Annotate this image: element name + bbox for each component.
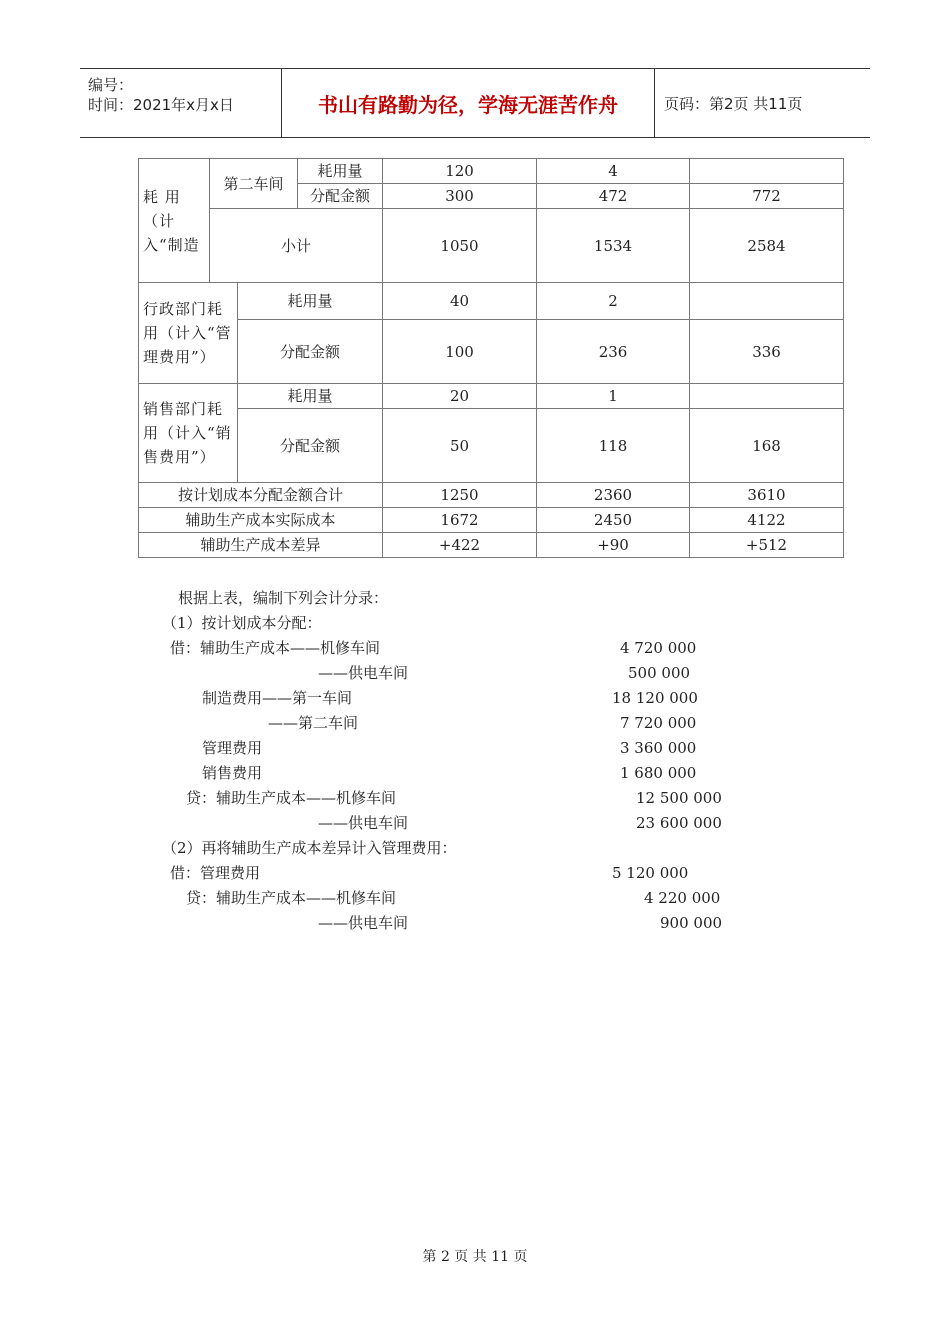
entry-line: 销售费用 xyxy=(202,764,263,782)
header-left xyxy=(88,75,234,115)
second-workshop-label: 第二车间 xyxy=(210,159,298,209)
table-row xyxy=(139,159,844,184)
usage-label: 耗用量 xyxy=(238,384,383,409)
table-cell: +512 xyxy=(690,533,844,558)
table-cell: 236 xyxy=(537,320,690,384)
table-cell: 1672 xyxy=(383,508,537,533)
table-row xyxy=(139,320,844,384)
alloc-label: 分配金额 xyxy=(298,184,383,209)
table-cell: 50 xyxy=(383,409,537,483)
table-row xyxy=(139,508,844,533)
step-one-heading: （1）按计划成本分配： xyxy=(162,614,322,632)
table-cell: 120 xyxy=(383,159,537,184)
page-indicator: 页码：第2页 共11页 xyxy=(664,94,803,113)
cost-allocation-table xyxy=(138,158,844,558)
admin-group-label: 行政部门耗用（计入“管理费用”） xyxy=(139,283,238,384)
page-footer: 第 2 页 共 11 页 xyxy=(422,1249,528,1265)
table-cell: 20 xyxy=(383,384,537,409)
table-cell: 118 xyxy=(537,409,690,483)
entry-amount: 3 360 000 xyxy=(620,739,697,757)
entries-intro: 根据上表，编制下列会计分录： xyxy=(178,589,389,607)
table-cell xyxy=(690,384,844,409)
entry-amount: 7 720 000 xyxy=(620,714,697,732)
table-cell: 168 xyxy=(690,409,844,483)
entry-line: 借：管理费用 xyxy=(170,864,261,882)
plan-total-label: 按计划成本分配金额合计 xyxy=(139,483,383,508)
table-cell: 300 xyxy=(383,184,537,209)
usage-label: 耗用量 xyxy=(238,283,383,320)
entry-amount: 18 120 000 xyxy=(612,689,698,707)
entry-amount: 23 600 000 xyxy=(636,814,722,832)
entry-line: 制造费用——第一车间 xyxy=(202,689,353,707)
entry-line: 管理费用 xyxy=(202,739,263,757)
entry-line: ——供电车间 xyxy=(318,664,409,682)
table-row xyxy=(139,409,844,483)
table-cell: 772 xyxy=(690,184,844,209)
table-cell: 1 xyxy=(537,384,690,409)
sales-group-label: 销售部门耗用（计入“销售费用”） xyxy=(139,384,238,483)
table-row xyxy=(139,283,844,320)
table-row xyxy=(139,209,844,283)
table-cell: +422 xyxy=(383,533,537,558)
header-divider xyxy=(654,69,655,137)
usage-label: 耗用量 xyxy=(298,159,383,184)
table-cell: 4 xyxy=(537,159,690,184)
entry-amount: 4 720 000 xyxy=(620,639,697,657)
table-cell: +90 xyxy=(537,533,690,558)
time-label: 时间：2021年x月x日 xyxy=(88,96,234,114)
table-cell: 2450 xyxy=(537,508,690,533)
table-cell: 2584 xyxy=(690,209,844,283)
actual-cost-label: 辅助生产成本实际成本 xyxy=(139,508,383,533)
alloc-label: 分配金额 xyxy=(238,320,383,384)
alloc-label: 分配金额 xyxy=(238,409,383,483)
difference-label: 辅助生产成本差异 xyxy=(139,533,383,558)
table-cell: 2360 xyxy=(537,483,690,508)
table-cell: 4122 xyxy=(690,508,844,533)
table-cell: 2 xyxy=(537,283,690,320)
table-cell: 40 xyxy=(383,283,537,320)
page-header xyxy=(80,68,870,138)
table-row xyxy=(139,483,844,508)
table-cell: 1250 xyxy=(383,483,537,508)
entry-line: ——第二车间 xyxy=(268,714,359,732)
table-row xyxy=(139,384,844,409)
table-cell: 1534 xyxy=(537,209,690,283)
entry-line: 贷：辅助生产成本——机修车间 xyxy=(186,789,397,807)
table-cell: 1050 xyxy=(383,209,537,283)
entry-amount: 1 680 000 xyxy=(620,764,697,782)
entry-line: 贷：辅助生产成本——机修车间 xyxy=(186,889,397,907)
entry-amount: 12 500 000 xyxy=(636,789,722,807)
entry-amount: 900 000 xyxy=(660,914,723,932)
entry-amount: 5 120 000 xyxy=(612,864,689,882)
motto: 书山有路勤为径，学海无涯苦作舟 xyxy=(318,92,618,117)
entry-amount: 500 000 xyxy=(628,664,691,682)
table-cell xyxy=(690,283,844,320)
table-cell: 336 xyxy=(690,320,844,384)
step-two-heading: （2）再将辅助生产成本差异计入管理费用： xyxy=(162,839,457,857)
serial-label: 编号： xyxy=(88,76,134,94)
table-cell: 3610 xyxy=(690,483,844,508)
entry-line: ——供电车间 xyxy=(318,914,409,932)
subtotal-label: 小计 xyxy=(210,209,383,283)
table-cell: 100 xyxy=(383,320,537,384)
mfg-group-label: 耗 用（计入“制造 xyxy=(139,159,210,283)
table-cell: 472 xyxy=(537,184,690,209)
table-cell xyxy=(690,159,844,184)
entry-line: ——供电车间 xyxy=(318,814,409,832)
entry-line: 借：辅助生产成本——机修车间 xyxy=(170,639,381,657)
entry-amount: 4 220 000 xyxy=(644,889,721,907)
table-row xyxy=(139,533,844,558)
